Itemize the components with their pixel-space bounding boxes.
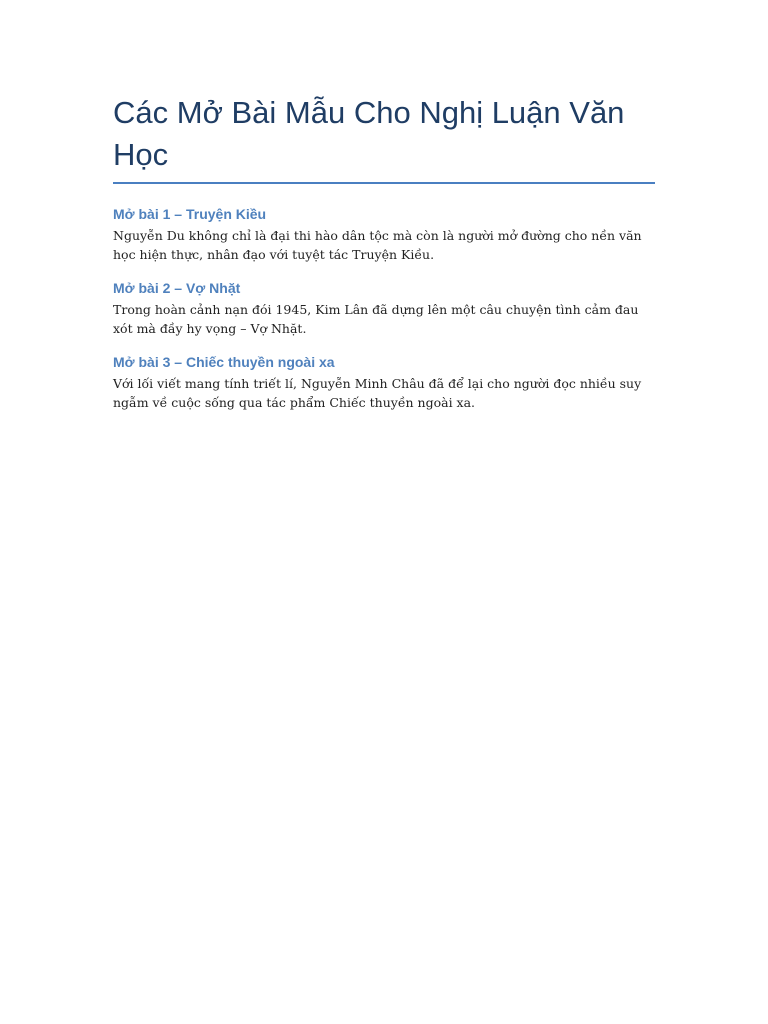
section-3 <box>113 352 655 412</box>
section-heading: Mở bài 2 – Vợ Nhặt <box>113 280 241 296</box>
section-paragraph: Nguyễn Du không chỉ là đại thi hào dân tộc mà còn là người mở đường cho nền văn học hiện thực, nhân đạo với tuyệt tác Truyện Kiều. <box>113 228 642 262</box>
section-paragraph: Trong hoàn cảnh nạn đói 1945, Kim Lân đã dựng lên một câu chuyện tình cảm đau xót mà đầy hy vọng – Vợ Nhặt. <box>113 302 639 336</box>
page-title: Các Mở Bài Mẫu Cho Nghị Luận Văn Học <box>113 92 655 184</box>
section-heading: Mở bài 1 – Truyện Kiều <box>113 206 267 222</box>
document-page <box>113 92 655 412</box>
section-1 <box>113 204 655 264</box>
section-paragraph: Với lối viết mang tính triết lí, Nguyễn Minh Châu đã để lại cho người đọc nhiều suy ngẫm về cuộc sống qua tác phẩm Chiếc thuyền ngoài xa. <box>113 376 642 410</box>
section-2 <box>113 278 655 338</box>
section-heading: Mở bài 3 – Chiếc thuyền ngoài xa <box>113 354 335 370</box>
